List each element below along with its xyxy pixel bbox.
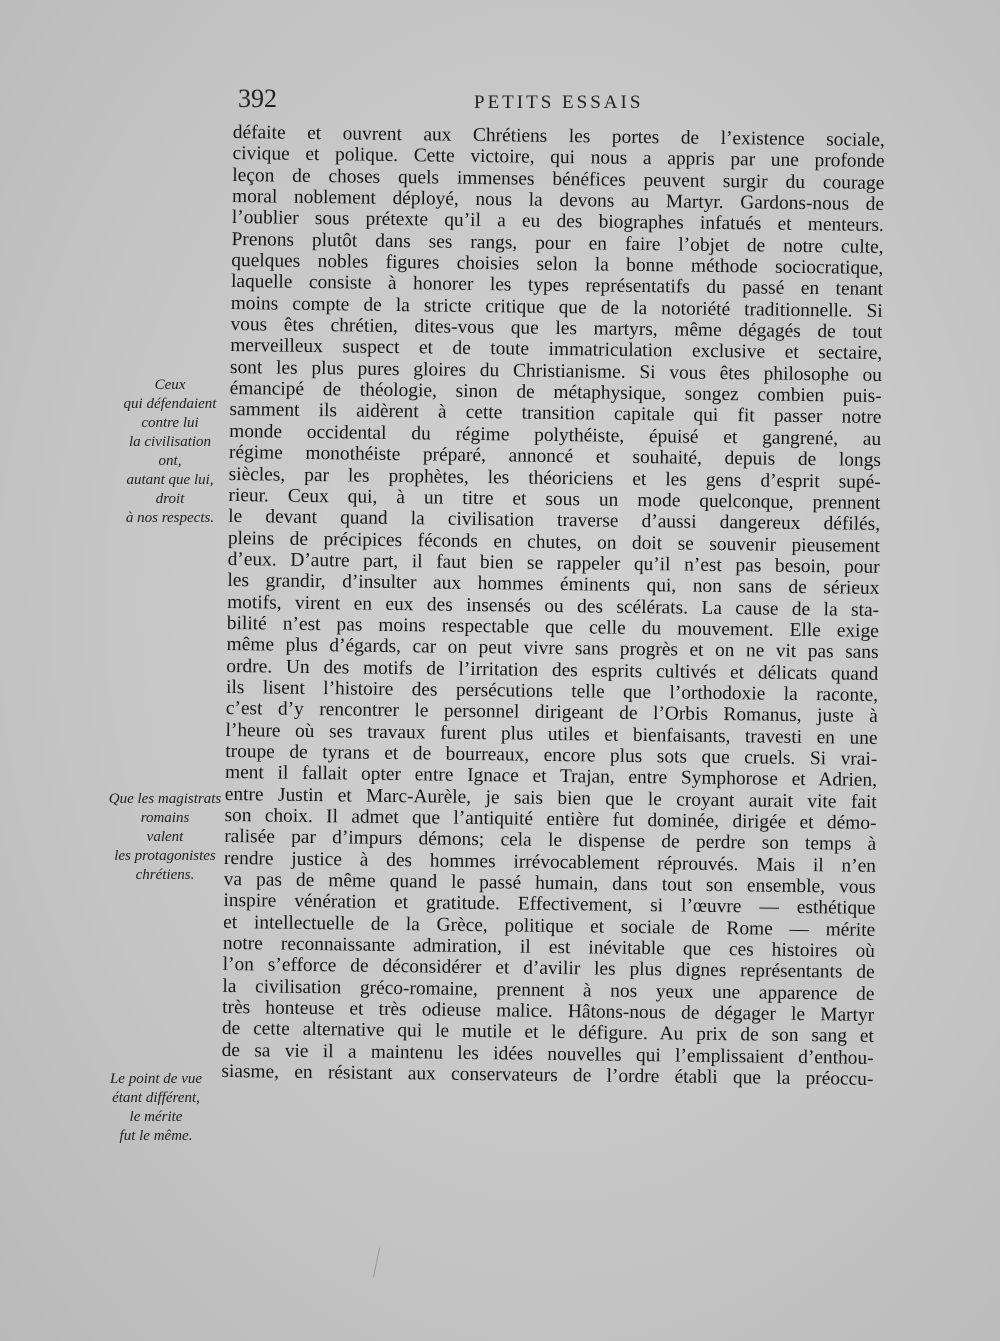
margin-note-line: valent	[146, 829, 184, 845]
margin-note-line: autant que lui,	[126, 472, 214, 488]
text-line: rendre justice à des hommes irrévocablement réprouvés. Mais il n’en	[223, 847, 877, 877]
text-line: même plus d’égards, car on peut vivre sans progrès et on ne vit pas sans	[226, 634, 879, 664]
margin-note-line: fut le même.	[119, 1128, 193, 1144]
text-line: l’oublier sous prétexte qu’il a eu des biographes infatués et menteurs.	[231, 207, 884, 237]
margin-note-defenders	[112, 376, 228, 528]
page-number: 392	[238, 84, 277, 113]
text-line: ils lisent l’histoire des persécutions telle que l’orthodoxie la raconte,	[225, 676, 879, 706]
text-line: ralisée par d’impurs démons; cela le dispense de perdre son temps à	[224, 826, 877, 856]
text-line: monde occidental du régime polythéiste, épuisé et gangrené, au	[229, 420, 882, 450]
text-line: la civilisation gréco-romaine, prennent à nos yeux une apparence de	[222, 975, 875, 1005]
margin-note-line: les protagonistes	[114, 848, 216, 864]
margin-note-point-of-view	[102, 1070, 210, 1146]
text-line: son choix. Il admet que l’antiquité entière fut dominée, dirigée et démo-	[224, 804, 877, 834]
text-line: les grandir, d’insulter aux hommes éminents qui, non sans de sérieux	[227, 570, 880, 600]
text-line: laquelle consiste à honorer les types représentatifs du passé en tenant	[230, 271, 884, 301]
margin-note-line: Le point de vue	[109, 1071, 203, 1087]
text-line: défaite et ouvrent aux Chrétiens les portes de l’existence sociale,	[232, 122, 885, 151]
text-line: ment il fallait opter entre Ignace et Trajan, entre Symphorose et Adrien,	[224, 762, 878, 792]
margin-note-line: qui défendaient	[123, 396, 217, 412]
text-line: le devant quand la civilisation traverse d’aussi dangereux défilés,	[228, 506, 881, 536]
text-line: moins compte de la stricte critique que de la notoriété traditionnelle. Si	[230, 292, 883, 322]
margin-note-line: droit	[155, 491, 185, 507]
text-line: vous êtes chrétien, dites-vous que les martyrs, même dégagés de tout	[230, 314, 883, 344]
text-line: d’eux. D’autre part, il faut bien se rappeler qu’il n’est pas besoin, pour	[227, 548, 880, 578]
text-line: siècles, par les prophètes, les théoriciens et les gens d’esprit supé-	[228, 463, 881, 493]
margin-note-line: la civilisation	[128, 434, 212, 450]
text-line: merveilleux suspect et de toute immatriculation exclusive et sectaire,	[230, 335, 883, 365]
page-header	[236, 84, 896, 120]
margin-note-line: romains	[140, 810, 190, 826]
text-line: entre Justin et Marc-Aurèle, je sais bien que le croyant aurait vite fait	[224, 783, 877, 813]
running-head: PETITS ESSAIS	[474, 92, 644, 113]
text-line: ordre. Un des motifs de l’irritation des esprits cultivés et délicats quand	[226, 655, 879, 685]
text-line: et intellectuelle de la Grèce, politique et sociale de Rome — mérite	[223, 911, 876, 941]
text-line: samment ils aidèrent à cette transition capitale qui fit passer notre	[229, 399, 882, 429]
text-line: leçon de choses quels immenses bénéfices peuvent surgir du courage	[232, 164, 885, 194]
text-line: l’heure où ses travaux furent plus utiles et bienfaisants, travesti en une	[225, 719, 878, 749]
text-line: l’on s’efforce de déconsidérer et d’avilir les plus dignes représentants de	[222, 954, 875, 984]
text-line: c’est d’y rencontrer le personnel dirigeant de l’Orbis Romanus, juste à	[225, 698, 878, 728]
text-line: moral noblement déployé, nous la devons au Martyr. Gardons-nous de	[231, 186, 885, 215]
pencil-mark	[373, 1248, 386, 1279]
margin-note-magistrates	[103, 790, 227, 885]
margin-note-line: étant différent,	[112, 1090, 200, 1106]
margin-note-line: à nos respects.	[125, 510, 215, 526]
margin-note-line: ont,	[158, 453, 182, 469]
margin-note-line: contre lui	[141, 415, 199, 431]
margin-note-line: le mérite	[129, 1109, 183, 1125]
text-line: siasme, en résistant aux conservateurs de l’ordre établi que la préoccu-	[221, 1061, 874, 1091]
margin-note-line: chrétiens.	[135, 867, 195, 883]
text-line: sont les plus pures gloires du Christianisme. Si vous êtes philosophe ou	[229, 356, 883, 386]
margin-note-line: Ceux	[154, 377, 186, 393]
text-line: très honteuse et très odieuse malice. Hâtons-nous de dégager le Martyr	[222, 997, 875, 1026]
text-line: régime monothéiste préparé, annoncé et souhaité, depuis de longs	[228, 442, 882, 472]
text-line: motifs, virent en eux des insensés ou des scélérats. La cause de la sta-	[227, 591, 880, 621]
text-line: Prenons plutôt dans ses rangs, pour en faire l’objet de notre culte,	[231, 228, 884, 258]
text-line: de cette alternative qui le mutile et le défigure. Au prix de son sang et	[221, 1018, 874, 1048]
text-line: civique et polique. Cette victoire, qui nous a appris par une profonde	[232, 143, 885, 173]
text-line: de sa vie il a maintenu les idées nouvelles qui l’emplissaient d’enthou-	[221, 1039, 874, 1069]
margin-note-line: Que les magistrats	[108, 791, 222, 807]
text-line: troupe de tyrans et de bourreaux, encore plus sots que cruels. Si vrai-	[225, 740, 878, 770]
text-line: inspire vénération et gratitude. Effectivement, si l’œuvre — esthétique	[223, 890, 876, 920]
text-line: notre reconnaissante admiration, il est inévitable que ces histoires où	[222, 933, 876, 962]
text-line: va pas de même quand le passé humain, dans tout son ensemble, vous	[223, 868, 876, 898]
text-line: bilité n’est pas moins respectable que celle du mouvement. Elle exige	[226, 612, 879, 642]
body-text	[221, 122, 885, 1090]
text-line: rieur. Ceux qui, à un titre et sous un mode quelconque, prennent	[228, 484, 881, 514]
text-line: quelques nobles figures choisies selon la bonne méthode sociocratique,	[231, 250, 884, 280]
text-line: émancipé de théologie, sinon de métaphysique, songez combien puis-	[229, 378, 882, 408]
text-line: pleins de précipices féconds en chutes, on doit se souvenir pieusement	[227, 527, 880, 557]
